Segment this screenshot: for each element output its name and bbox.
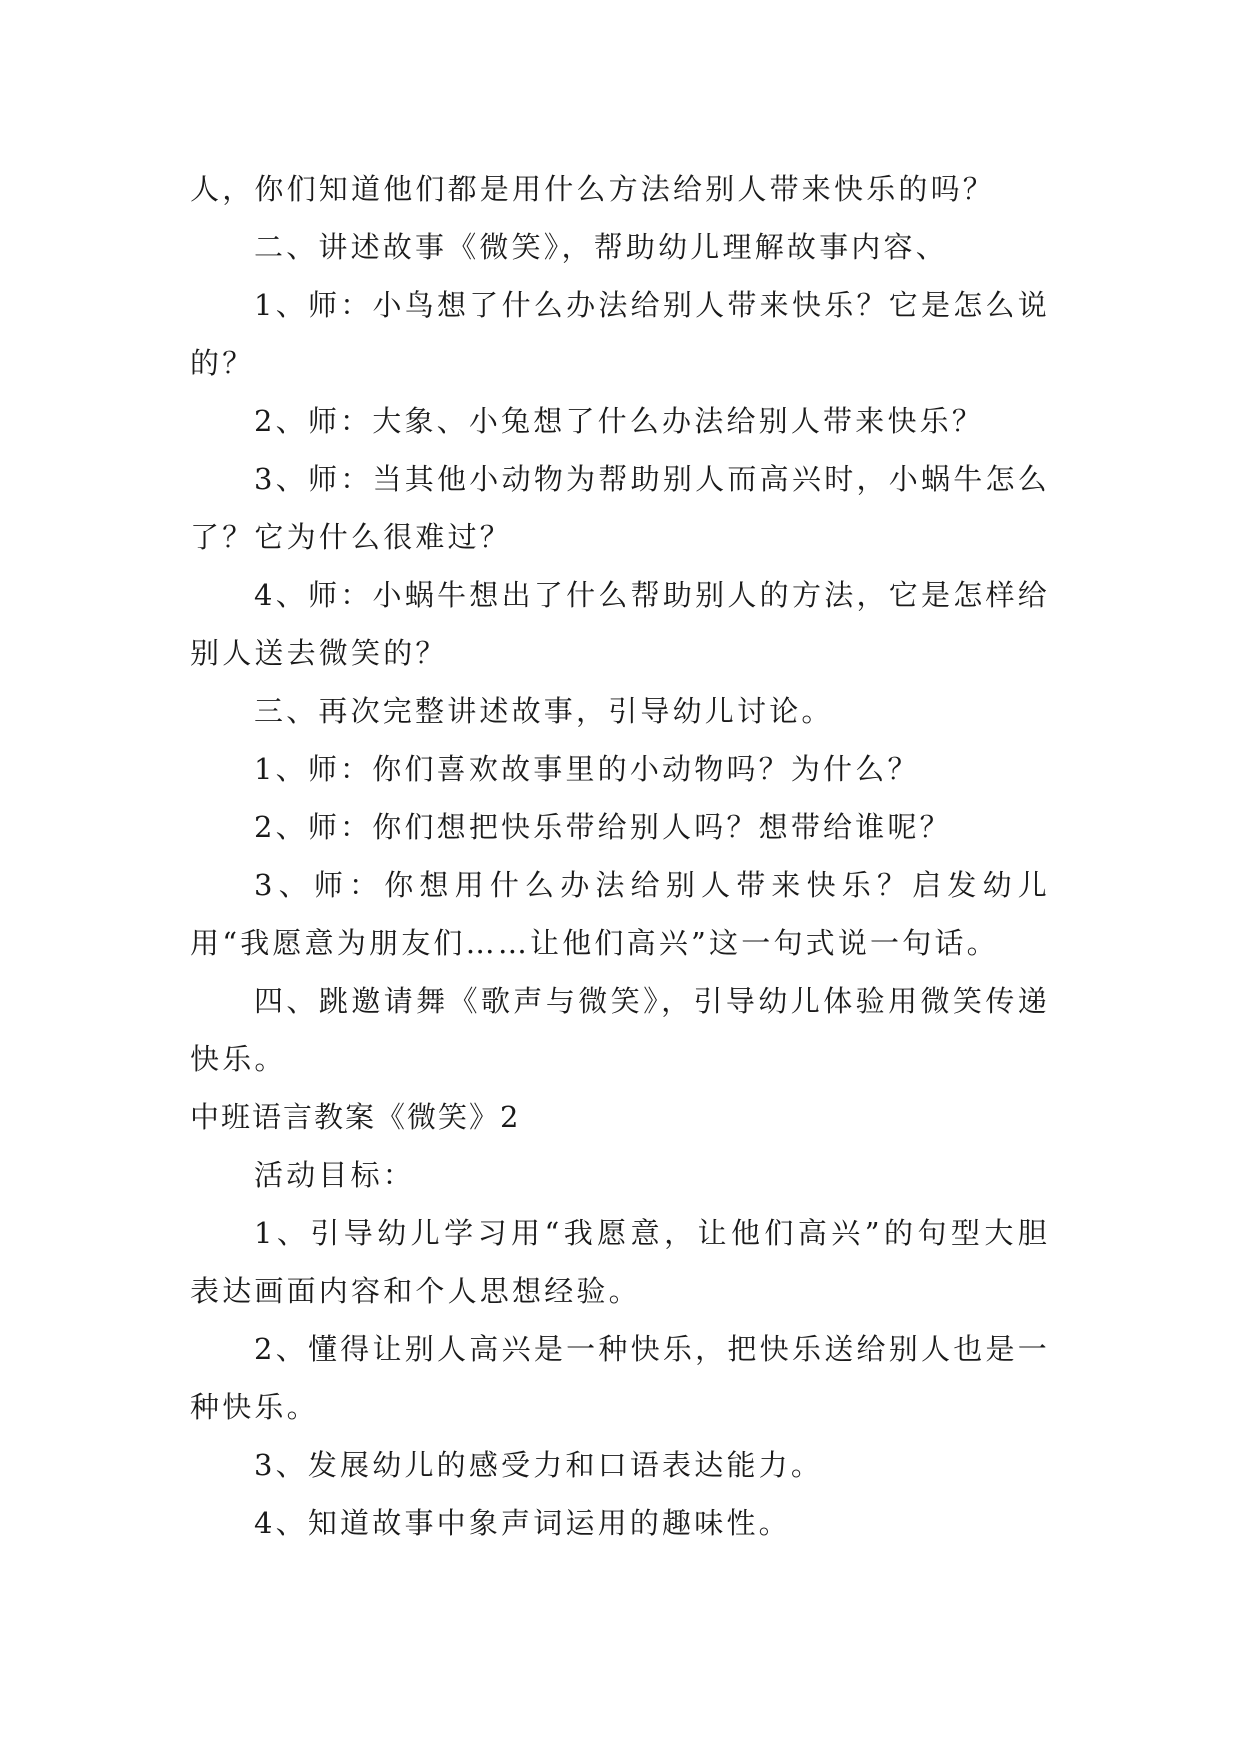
paragraph: 4、师：小蜗牛想出了什么帮助别人的方法，它是怎样给别人送去微笑的？: [190, 578, 1050, 670]
paragraph: 四、跳邀请舞《歌声与微笑》，引导幼儿体验用微笑传递快乐。: [190, 984, 1050, 1076]
paragraph: 三、再次完整讲述故事，引导幼儿讨论。: [254, 694, 834, 728]
paragraph: 3、师：当其他小动物为帮助别人而高兴时，小蜗牛怎么了？它为什么很难过？: [190, 462, 1050, 554]
paragraph: 1、师：小鸟想了什么办法给别人带来快乐？它是怎么说的？: [190, 288, 1050, 380]
paragraph: 2、师：你们想把快乐带给别人吗？想带给谁呢？: [254, 810, 952, 844]
paragraph: 人，你们知道他们都是用什么方法给别人带来快乐的吗？: [190, 172, 996, 206]
paragraph: 二、讲述故事《微笑》，帮助幼儿理解故事内容、: [254, 230, 948, 264]
paragraph: 3、师：你想用什么办法给别人带来快乐？启发幼儿用“我愿意为朋友们……让他们高兴”这一句式说一句话。: [190, 868, 1050, 960]
paragraph: 活动目标：: [254, 1158, 416, 1192]
document-body: [190, 160, 1050, 1552]
paragraph: 2、师：大象、小兔想了什么办法给别人带来快乐？: [254, 404, 985, 438]
paragraph: 2、懂得让别人高兴是一种快乐，把快乐送给别人也是一种快乐。: [190, 1332, 1050, 1424]
section-heading: 中班语言教案《微笑》2: [190, 1100, 521, 1134]
paragraph: 3、发展幼儿的感受力和口语表达能力。: [254, 1448, 824, 1482]
paragraph: 4、知道故事中象声词运用的趣味性。: [254, 1506, 791, 1540]
paragraph: 1、引导幼儿学习用“我愿意，让他们高兴”的句型大胆表达画面内容和个人思想经验。: [190, 1216, 1050, 1308]
paragraph: 1、师：你们喜欢故事里的小动物吗？为什么？: [254, 752, 920, 786]
